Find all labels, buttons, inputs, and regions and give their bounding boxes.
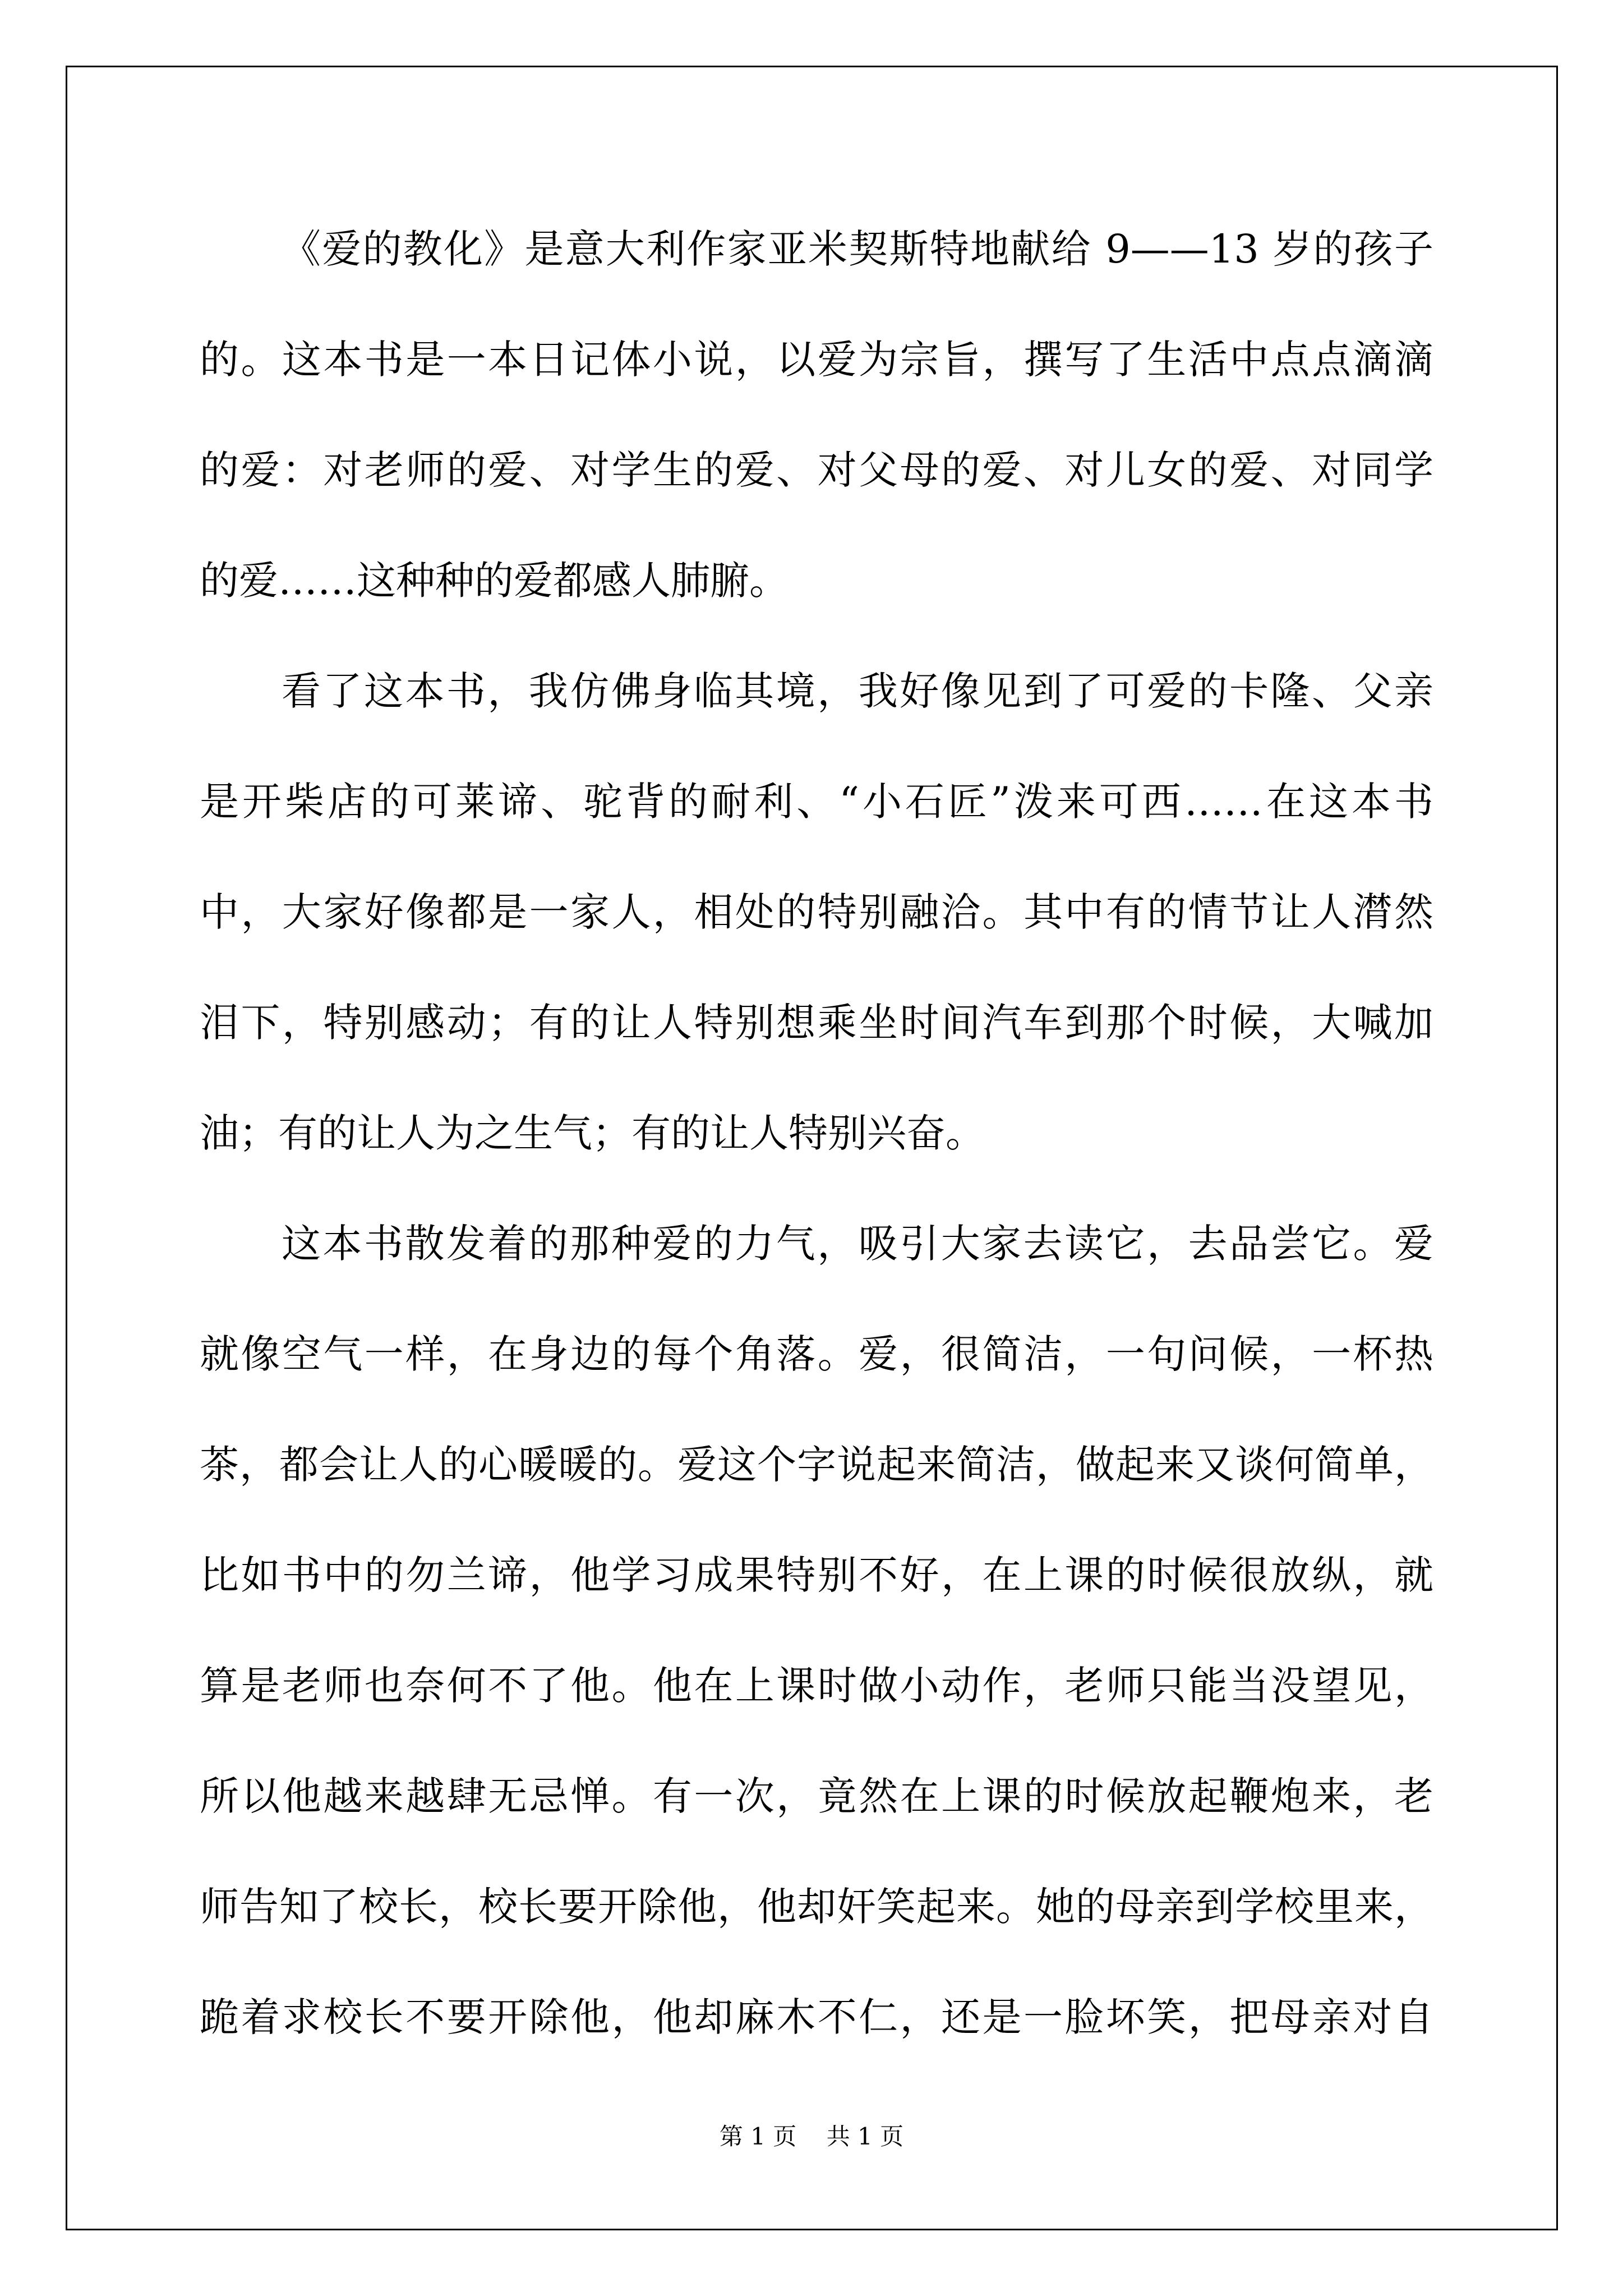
paragraph-line: 这本书散发着的那种爱的力气，吸引大家去读它，去品尝它。爱 bbox=[282, 1221, 1433, 1267]
paragraph-line: 泪下，特别感动；有的让人特别想乘坐时间汽车到那个时候，大喊加 bbox=[200, 1000, 1433, 1046]
paragraph-line: 看了这本书，我仿佛身临其境，我好像见到了可爱的卡隆、父亲 bbox=[282, 668, 1433, 714]
paragraph-line: 的爱：对老师的爱、对学生的爱、对父母的爱、对儿女的爱、对同学 bbox=[200, 447, 1433, 493]
page-number-footer: 第 1 页 共 1 页 bbox=[719, 2123, 904, 2150]
document-body bbox=[200, 222, 1433, 2100]
paragraph-line: 油；有的让人为之生气；有的让人特别兴奋。 bbox=[200, 1110, 985, 1156]
paragraph-line: 是开柴店的可莱谛、驼背的耐利、“小石匠”泼来可西……在这本书 bbox=[200, 779, 1433, 825]
paragraph-line: 师告知了校长，校长要开除他，他却奸笑起来。她的母亲到学校里来， bbox=[200, 1884, 1433, 1930]
paragraph-line: 算是老师也奈何不了他。他在上课时做小动作，老师只能当没望见， bbox=[200, 1663, 1433, 1709]
paragraph-line: 中，大家好像都是一家人，相处的特别融洽。其中有的情节让人潸然 bbox=[200, 889, 1433, 935]
paragraph-line: 就像空气一样，在身边的每个角落。爱，很简洁，一句问候，一杯热 bbox=[200, 1331, 1433, 1377]
paragraph-line: 茶，都会让人的心暖暖的。爱这个字说起来简洁，做起来又谈何简单， bbox=[200, 1442, 1433, 1488]
paragraph-line: 的爱……这种种的爱都感人肺腑。 bbox=[200, 558, 789, 604]
paragraph-line: 比如书中的勿兰谛，他学习成果特别不好，在上课的时候很放纵，就 bbox=[200, 1552, 1433, 1598]
paragraph-line: 所以他越来越肆无忌惮。有一次，竟然在上课的时候放起鞭炮来，老 bbox=[200, 1773, 1433, 1819]
paragraph-line: 的。这本书是一本日记体小说，以爱为宗旨，撰写了生活中点点滴滴 bbox=[200, 337, 1433, 383]
paragraph-line: 跪着求校长不要开除他，他却麻木不仁，还是一脸坏笑，把母亲对自 bbox=[200, 1994, 1433, 2040]
paragraph-line: 《爱的教化》是意大利作家亚米契斯特地献给 9——13 岁的孩子 bbox=[282, 226, 1433, 272]
